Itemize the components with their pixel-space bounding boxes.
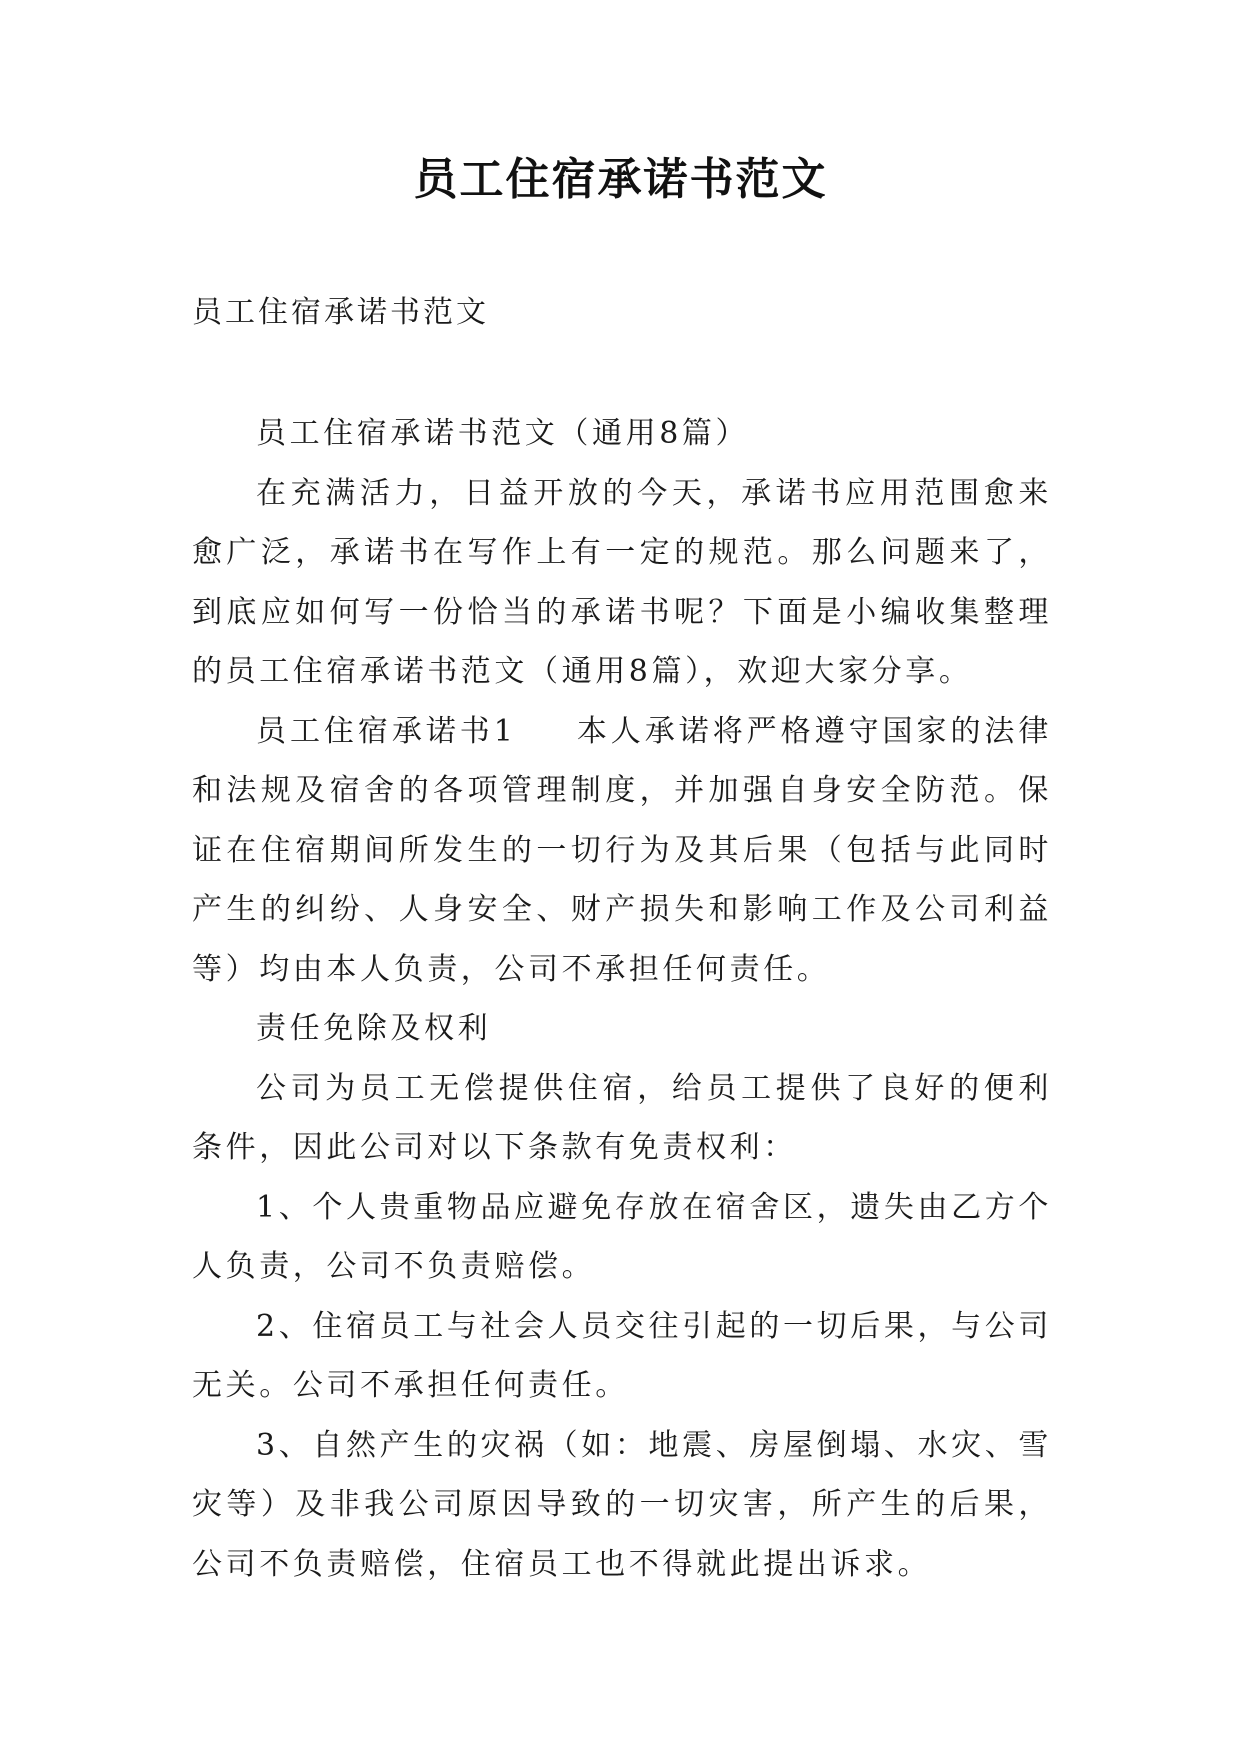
document-title: 员工住宿承诺书范文	[413, 154, 828, 205]
document-body	[192, 404, 1052, 1594]
section-1-heading: 员工住宿承诺书1	[256, 713, 517, 749]
liability-heading: 责任免除及权利	[256, 1011, 492, 1046]
clause-1-paragraph: 1、个人贵重物品应避免存放在宿舍区，遗失由乙方个人负责，公司不负责赔偿。	[192, 1189, 1052, 1284]
intro-heading-paragraph: 员工住宿承诺书范文（通用8篇）	[256, 416, 750, 451]
clause-2-paragraph: 2、住宿员工与社会人员交往引起的一切后果，与公司无关。公司不承担任何责任。	[192, 1308, 1052, 1403]
document-subtitle: 员工住宿承诺书范文	[192, 295, 489, 330]
liability-intro-paragraph: 公司为员工无偿提供住宿，给员工提供了良好的便利条件，因此公司对以下条款有免责权利：	[192, 1070, 1052, 1165]
section-1-paragraph	[192, 702, 1052, 1000]
section-1-text: 本人承诺将严格遵守国家的法律和法规及宿舍的各项管理制度，并加强自身安全防范。保证在住宿期间所发生的一切行为及其后果（包括与此同时产生的纠纷、人身安全、财产损失和影响工作及公司利益等）均由本人负责，公司不承担任何责任。	[192, 713, 1053, 987]
intro-paragraph: 在充满活力，日益开放的今天，承诺书应用范围愈来愈广泛，承诺书在写作上有一定的规范。那么问题来了，到底应如何写一份恰当的承诺书呢？下面是小编收集整理的员工住宿承诺书范文（通用8篇），欢迎大家分享。	[192, 475, 1052, 689]
clause-3-paragraph: 3、自然产生的灾祸（如：地震、房屋倒塌、水灾、雪灾等）及非我公司原因导致的一切灾害，所产生的后果，公司不负责赔偿，住宿员工也不得就此提出诉求。	[192, 1427, 1052, 1582]
